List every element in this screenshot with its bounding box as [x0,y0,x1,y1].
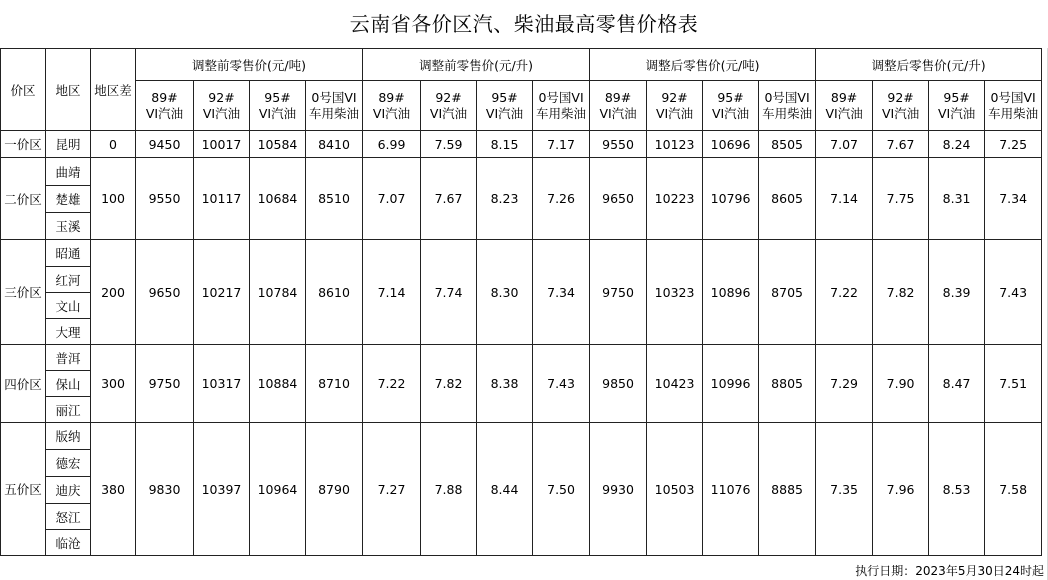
zone-name: 五价区 [1,423,46,556]
price-cell: 7.22 [363,345,421,423]
fuel-type-line: 0号国VI [990,89,1036,105]
price-cell: 9650 [136,240,194,345]
price-cell: 8.31 [929,158,985,240]
region-name: 丽江 [46,397,91,423]
price-cell: 7.25 [985,131,1042,158]
fuel-type-header [533,81,590,131]
region-name: 文山 [46,293,91,319]
fuel-type-line: 0号国VI [764,89,810,105]
price-cell: 7.90 [873,345,929,423]
region-diff: 380 [91,423,136,556]
price-cell: 10503 [647,423,703,556]
fuel-type-header [985,81,1042,131]
fuel-type-line: VI汽油 [825,105,863,121]
price-cell: 10397 [194,423,250,556]
price-cell: 8510 [306,158,363,240]
region-name: 保山 [46,371,91,397]
fuel-type-line: VI汽油 [202,105,241,121]
price-cell: 7.43 [533,345,590,423]
price-cell: 8610 [306,240,363,345]
price-cell: 8605 [759,158,816,240]
zone-header: 价区 [1,49,46,131]
region-diff: 300 [91,345,136,423]
price-cell: 7.34 [533,240,590,345]
fuel-type-line: 89# [604,89,632,105]
price-group-header: 调整前零售价(元/吨) [136,49,363,81]
price-cell: 10217 [194,240,250,345]
price-group-header: 调整后零售价(元/吨) [590,49,816,81]
price-cell: 8790 [306,423,363,556]
fuel-type-line: 95# [264,89,291,105]
fuel-type-line: 89# [151,89,178,105]
fuel-type-line: VI汽油 [258,105,297,121]
fuel-type-line: 92# [208,89,235,105]
price-cell: 8.24 [929,131,985,158]
price-cell: 7.50 [533,423,590,556]
fuel-type-header [421,81,477,131]
price-cell: 10696 [703,131,759,158]
price-cell: 10223 [647,158,703,240]
fuel-type-header [929,81,985,131]
price-cell: 9450 [136,131,194,158]
region-name: 版纳 [46,423,91,450]
price-cell: 10884 [250,345,306,423]
table-row [1,131,1048,158]
header-row [1,81,1048,131]
price-cell: 7.82 [873,240,929,345]
fuel-type-line: VI汽油 [145,105,184,121]
region-name: 楚雄 [46,186,91,213]
region-name: 怒江 [46,504,91,530]
price-cell: 7.07 [816,131,873,158]
fuel-type-line: 92# [887,89,914,105]
zone-name: 二价区 [1,158,46,240]
price-cell: 11076 [703,423,759,556]
price-cell: 10017 [194,131,250,158]
region-name: 迪庆 [46,477,91,504]
price-cell: 7.75 [873,158,929,240]
table-row [1,423,1048,450]
fuel-type-line: 0号国VI [538,89,584,105]
price-cell: 9650 [590,158,647,240]
price-cell: 9550 [590,131,647,158]
fuel-type-line: VI汽油 [429,105,468,121]
fuel-type-header [647,81,703,131]
fuel-type-line: 92# [435,89,462,105]
fuel-type-line: 车用柴油 [309,105,360,121]
table-row [1,240,1048,267]
fuel-type-header [703,81,759,131]
fuel-type-line: 95# [491,89,518,105]
fuel-type-line: 89# [378,89,405,105]
price-cell: 9550 [136,158,194,240]
price-cell: 7.35 [816,423,873,556]
region-name: 大理 [46,319,91,345]
price-cell: 10117 [194,158,250,240]
price-cell: 10796 [703,158,759,240]
effective-date: 执行日期：2023年5月30日24时起 [855,564,1044,578]
fuel-type-line: 0号国VI [311,89,357,105]
price-cell: 7.58 [985,423,1042,556]
price-cell: 9750 [136,345,194,423]
fuel-type-header [250,81,306,131]
price-cell: 10323 [647,240,703,345]
price-cell: 8.47 [929,345,985,423]
fuel-type-line: VI汽油 [485,105,524,121]
zone-name: 一价区 [1,131,46,158]
price-cell: 7.07 [363,158,421,240]
price-cell: 8710 [306,345,363,423]
price-cell: 10317 [194,345,250,423]
price-cell: 7.96 [873,423,929,556]
price-cell: 10964 [250,423,306,556]
fuel-type-line: 车用柴油 [988,105,1039,121]
price-cell: 8.53 [929,423,985,556]
price-table [0,48,1048,556]
region-diff: 200 [91,240,136,345]
price-cell: 8805 [759,345,816,423]
price-cell: 9750 [590,240,647,345]
region-diff: 0 [91,131,136,158]
price-cell: 7.82 [421,345,477,423]
price-cell: 7.29 [816,345,873,423]
price-cell: 6.99 [363,131,421,158]
region-name: 普洱 [46,345,91,371]
price-cell: 10896 [703,240,759,345]
region-name: 玉溪 [46,213,91,240]
region-name: 昭通 [46,240,91,267]
fuel-type-line: 车用柴油 [762,105,813,121]
price-cell: 10123 [647,131,703,158]
price-cell: 8.39 [929,240,985,345]
price-cell: 8.23 [477,158,533,240]
region-name: 曲靖 [46,158,91,186]
fuel-type-line: 89# [830,89,858,105]
price-cell: 9830 [136,423,194,556]
price-cell: 10996 [703,345,759,423]
region-name: 红河 [46,267,91,293]
table-row [1,345,1048,371]
region-name: 昆明 [46,131,91,158]
price-cell: 9930 [590,423,647,556]
sheet-title: 云南省各价区汽、柴油最高零售价格表 [349,12,699,36]
price-cell: 7.67 [421,158,477,240]
price-cell: 8705 [759,240,816,345]
fuel-type-header [477,81,533,131]
price-cell: 8.38 [477,345,533,423]
fuel-type-header [306,81,363,131]
price-cell: 10584 [250,131,306,158]
price-cell: 7.51 [985,345,1042,423]
region-diff: 100 [91,158,136,240]
fuel-type-line: 车用柴油 [536,105,587,121]
price-cell: 7.27 [363,423,421,556]
fuel-type-line: VI汽油 [599,105,637,121]
price-cell: 7.14 [363,240,421,345]
header-row [1,49,1048,81]
price-cell: 7.22 [816,240,873,345]
region-header: 地区 [46,49,91,131]
region-name: 德宏 [46,450,91,477]
price-cell: 9850 [590,345,647,423]
diff-header: 地区差 [91,49,136,131]
fuel-type-line: 95# [943,89,970,105]
price-cell: 7.34 [985,158,1042,240]
price-cell: 8.30 [477,240,533,345]
fuel-type-header [194,81,250,131]
region-name: 临沧 [46,530,91,556]
fuel-type-header [363,81,421,131]
zone-name: 三价区 [1,240,46,345]
fuel-type-line: 95# [717,89,744,105]
price-cell: 7.59 [421,131,477,158]
price-cell: 7.26 [533,158,590,240]
price-cell: 7.17 [533,131,590,158]
price-cell: 7.88 [421,423,477,556]
price-cell: 10684 [250,158,306,240]
fuel-type-line: VI汽油 [881,105,920,121]
price-cell: 7.43 [985,240,1042,345]
price-cell: 7.74 [421,240,477,345]
fuel-type-header [873,81,929,131]
price-cell: 8505 [759,131,816,158]
fuel-type-header [816,81,873,131]
fuel-type-line: VI汽油 [937,105,976,121]
price-cell: 10423 [647,345,703,423]
fuel-type-line: VI汽油 [711,105,750,121]
fuel-type-line: VI汽油 [655,105,694,121]
fuel-type-line: 92# [661,89,688,105]
fuel-type-header [136,81,194,131]
fuel-type-line: VI汽油 [372,105,411,121]
price-cell: 7.14 [816,158,873,240]
table-row [1,158,1048,186]
price-cell: 10784 [250,240,306,345]
price-cell: 7.67 [873,131,929,158]
price-group-header: 调整后零售价(元/升) [816,49,1042,81]
price-cell: 8.44 [477,423,533,556]
zone-name: 四价区 [1,345,46,423]
fuel-type-header [759,81,816,131]
price-cell: 8410 [306,131,363,158]
price-cell: 8.15 [477,131,533,158]
price-cell: 8885 [759,423,816,556]
fuel-type-header [590,81,647,131]
price-group-header: 调整前零售价(元/升) [363,49,590,81]
